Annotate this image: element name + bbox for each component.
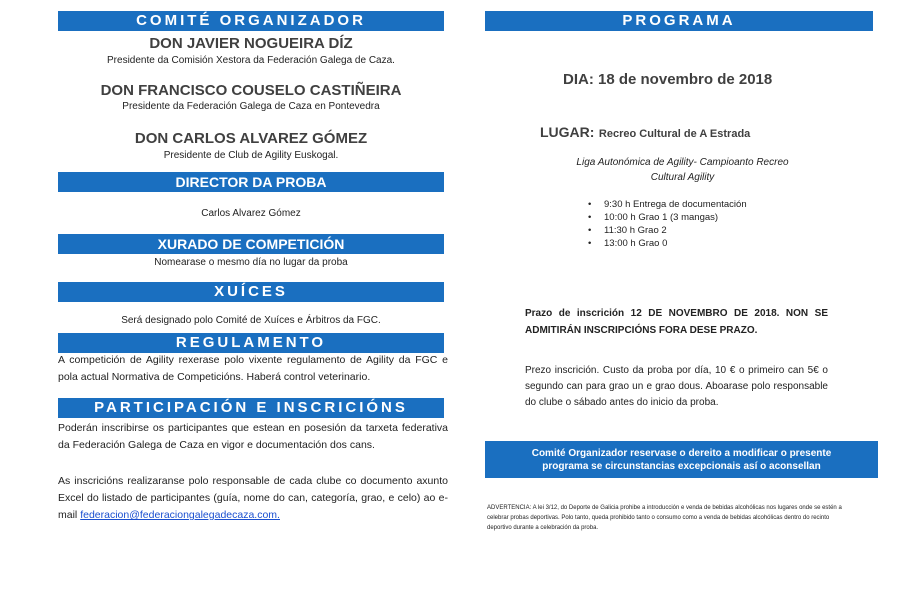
regulamento-heading: REGULAMENTO: [58, 333, 444, 353]
dia-value: 18 de novembro de 2018: [598, 71, 773, 88]
schedule-item: • 11:30 h Grao 2: [580, 224, 747, 237]
xuices-heading: XUÍCES: [58, 282, 444, 302]
lugar-label: LUGAR:: [540, 124, 595, 140]
prazo-text: Prazo de inscrición 12 DE NOVEMBRO DE 2018. NON SE ADMITIRÁN INSCRIPCIÓNS FORA DESE PRAZO.: [525, 308, 828, 336]
schedule-list: [580, 198, 747, 250]
schedule-item: • 9:30 h Entrega de documentación: [580, 198, 747, 211]
participacion-heading: PARTICIPACIÓN E INSCRICIÓNS: [58, 398, 444, 418]
schedule-item: • 13:00 h Grao 0: [580, 237, 747, 250]
dia-label: DIA:: [563, 71, 594, 88]
email-link[interactable]: federacion@federaciongalegadecaza.com.: [80, 509, 280, 521]
member-role-1: Presidente da Comisión Xestora da Federación Galega de Caza.: [107, 55, 395, 66]
member-role-3: Presidente de Club de Agility Euskogal.: [163, 150, 339, 161]
liga-title: Liga Autonómica de Agility- Campioanto Recreo Cultural Agility: [576, 157, 789, 183]
programa-heading: PROGRAMA: [485, 11, 873, 31]
regulamento-text: A competición de Agility rexerase polo vixente regulamento de Agility da FGC e pola actual Normativa de Competicións. Haberá control veterinario.: [58, 354, 448, 383]
participacion-paragraph-1: Poderán inscribirse os participantes que estean en posesión da tarxeta federativa da Federación Galega de Caza en vigor e documentación dos cans.: [58, 422, 448, 451]
member-name-1: DON JAVIER NOGUEIRA DÍZ: [149, 35, 353, 52]
director-heading: DIRECTOR DA PROBA: [58, 172, 444, 192]
participacion-paragraph-2: [58, 473, 448, 524]
member-name-3: DON CARLOS ALVAREZ GÓMEZ: [134, 130, 368, 147]
xurado-text: Nomearase o mesmo día no lugar da proba: [154, 257, 348, 268]
participacion-paragraph-2-text: As inscricións realizaranse polo responsable de cada clube co documento axunto Excel do listado de participantes (guía, nome do can, categoría, grao, e celo) ao e-mail: [58, 475, 448, 521]
director-name: Carlos Alvarez Gómez: [201, 208, 301, 219]
prezo-text: Prezo inscrición. Custo da proba por día, 10 € o primeiro can 5€ o segundo can para grao un e grao dous. Aboarase polo responsable do clube o sábado antes do inicio da proba.: [525, 365, 828, 408]
member-name-2: DON FRANCISCO COUSELO CASTIÑEIRA: [100, 82, 402, 99]
lugar-line: [540, 124, 750, 142]
lugar-value: Recreo Cultural de A Estrada: [598, 128, 751, 140]
advertencia-text: ADVERTENCIA: A lei 3/12, do Deporte de Galicia prohibe a introducción e venda de bebidas alcohólicas nos lugares onde se estén a celebrar probas deportivas. Polo tanto, queda prohibido tanto o consumo como a venda de bebidas alcohólicas dentro do recinto deportivo durante a celebración da proba.: [487, 505, 842, 531]
xurado-heading: XURADO DE COMPETICIÓN: [58, 234, 444, 254]
schedule-item: • 10:00 h Grao 1 (3 mangas): [580, 211, 747, 224]
comite-organizador-heading: COMITÉ ORGANIZADOR: [58, 11, 444, 31]
xuices-text: Será designado polo Comité de Xuíces e Árbitros da FGC.: [121, 315, 381, 326]
organizer-notice: Comité Organizador reservase o dereito a modificar o presente programa se circunstancias excepcionais así o aconsellan: [485, 441, 878, 478]
dia-line: [563, 71, 772, 88]
member-role-2: Presidente da Federación Galega de Caza en Pontevedra: [122, 101, 380, 112]
